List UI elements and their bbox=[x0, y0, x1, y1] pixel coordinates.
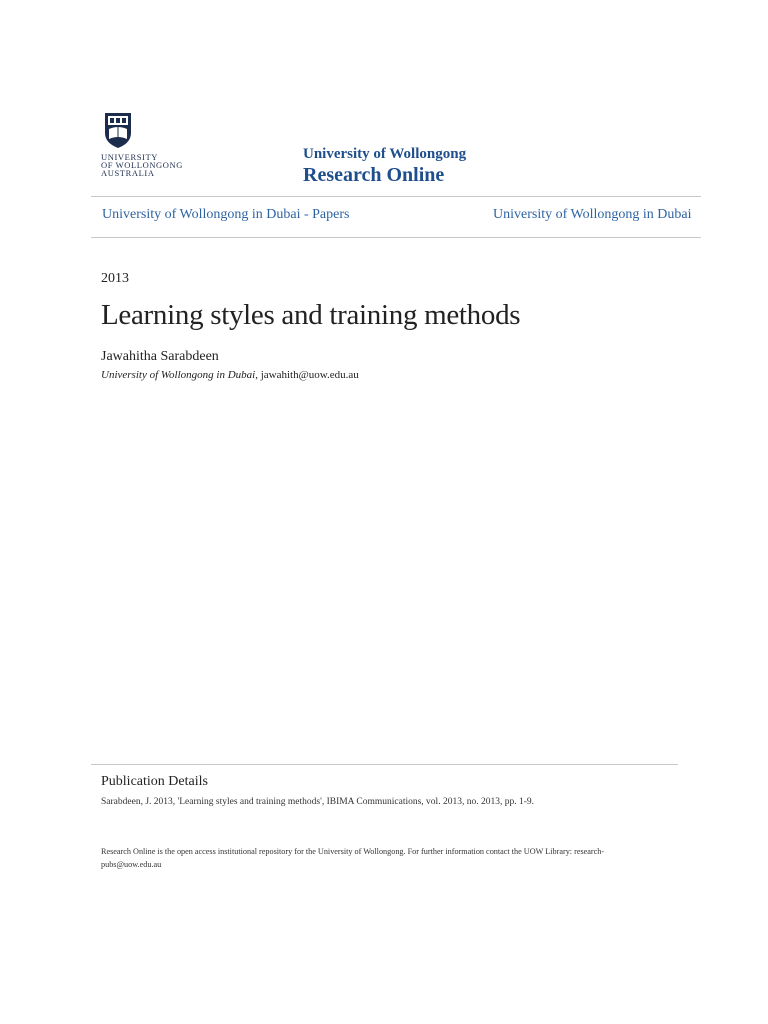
divider bbox=[91, 764, 678, 765]
divider bbox=[91, 237, 701, 238]
uow-logo bbox=[101, 111, 201, 183]
uow-crest-icon bbox=[103, 111, 133, 149]
affiliation-institution: University of Wollongong in Dubai bbox=[101, 369, 256, 381]
citation-text: Sarabdeen, J. 2013, 'Learning styles and training methods', IBIMA Communications, vol. 2013, no. 2013, pp. 1-9. bbox=[101, 797, 534, 807]
logo-line: UNIVERSITY bbox=[101, 152, 158, 162]
paper-title: Learning styles and training methods bbox=[101, 299, 521, 331]
publication-year: 2013 bbox=[101, 271, 129, 286]
collection-link[interactable]: University of Wollongong in Dubai - Papers bbox=[102, 207, 350, 222]
author-affiliation bbox=[101, 369, 359, 381]
brand-university: University of Wollongong bbox=[303, 146, 467, 162]
author-name: Jawahitha Sarabdeen bbox=[101, 349, 219, 364]
research-online-brand bbox=[303, 146, 466, 187]
logo-wordmark bbox=[101, 153, 183, 177]
publication-details-heading: Publication Details bbox=[101, 774, 208, 789]
divider bbox=[91, 196, 701, 197]
logo-line: AUSTRALIA bbox=[101, 168, 155, 178]
author-email: , jawahith@uow.edu.au bbox=[255, 369, 359, 381]
repository-note: Research Online is the open access institutional repository for the University of Wollongong. For further information contact the UOW Library: research-pubs@uow.edu.au bbox=[101, 847, 605, 869]
brand-research-online: Research Online bbox=[303, 164, 445, 186]
logo-line: OF WOLLONGONG bbox=[101, 160, 184, 170]
unit-link[interactable]: University of Wollongong in Dubai bbox=[493, 207, 692, 222]
